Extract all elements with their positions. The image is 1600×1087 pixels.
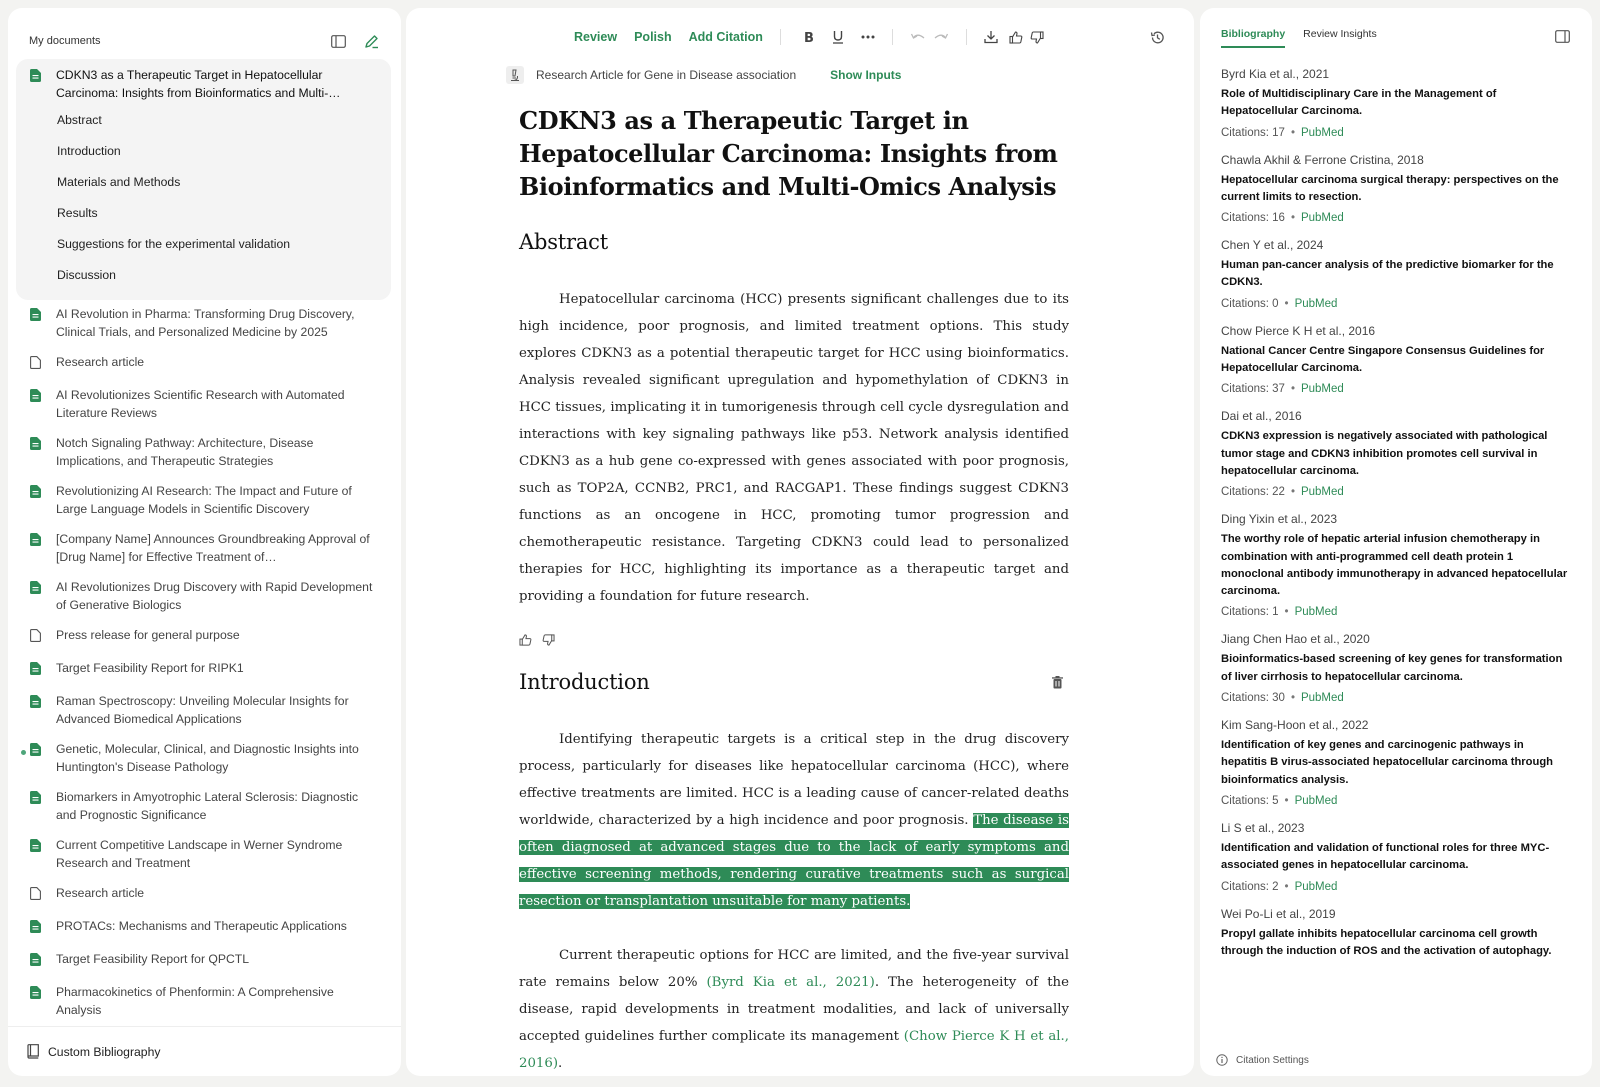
document-list-item[interactable] <box>30 885 375 905</box>
introduction-paragraph-2[interactable] <box>519 942 1069 1077</box>
introduction-paragraph-1[interactable] <box>519 726 1069 915</box>
book-icon <box>26 1044 40 1059</box>
document-list-item[interactable] <box>30 693 375 728</box>
document-filled-icon <box>30 839 44 857</box>
document-list-item[interactable] <box>30 531 375 566</box>
document-title: Raman Spectroscopy: Unveiling Molecular Insights for Advanced Biomedical Applications <box>56 694 349 726</box>
reference-authors: Chawla Akhil & Ferrone Cristina, 2018 <box>1221 152 1424 167</box>
intro-text: . <box>558 1056 563 1071</box>
new-document-icon[interactable] <box>364 34 379 49</box>
separator-dot: • <box>1290 383 1295 396</box>
intro-text: . The heterogeneity of the disease, rapid developments in treatment modalities, and lack of universally accepted guidelines further complicate its management <box>519 975 1069 1044</box>
abstract-feedback <box>519 634 1069 646</box>
document-list-item[interactable] <box>30 306 375 341</box>
generator-label: Research Article for Gene in Disease association <box>536 68 797 82</box>
reference-authors: Kim Sang-Hoon et al., 2022 <box>1221 718 1369 733</box>
highlighted-selection[interactable]: The disease is often diagnosed at advanced stages due to the lack of early symptoms and effective screening methods, rendering curative treatments such as surgical resection or transplantation unsuitable for many patients. <box>519 813 1069 909</box>
sidebar-toggle-icon[interactable] <box>331 35 346 48</box>
document-title: Target Feasibility Report for RIPK1 <box>56 661 244 675</box>
reference-meta <box>1221 296 1571 312</box>
pubmed-link[interactable]: PubMed <box>1300 126 1344 139</box>
document-title: Genetic, Molecular, Clinical, and Diagnostic Insights into Huntington's Disease Pathology <box>56 742 359 774</box>
generator-row <box>506 66 901 84</box>
reference-authors: Wei Po-Li et al., 2019 <box>1221 906 1336 921</box>
underline-icon[interactable] <box>832 30 844 44</box>
document-list-item[interactable] <box>30 741 375 776</box>
document-title: PROTACs: Mechanisms and Therapeutic Applications <box>56 919 347 933</box>
citation-count: 17 <box>1272 126 1285 139</box>
more-options-icon[interactable] <box>861 35 875 39</box>
toolbar-divider <box>892 29 893 45</box>
document-filled-icon <box>30 791 44 809</box>
reference-title[interactable]: Propyl gallate inhibits hepatocellular carcinoma cell growth through the induction of ROS and the activation of autophagy. <box>1221 927 1552 957</box>
intro-text: Identifying therapeutic targets is a critical step in the drug discovery process, particularly for diseases like hepatocellular carcinoma (HCC), where effective treatments are limited. HCC is a leading cause of cancer-related deaths worldwide, characterized by a high incidence and poor prognosis. <box>519 732 1069 828</box>
reference-title[interactable]: Identification and validation of functional roles for three MYC-associated genes in hepatocellular carcinoma. <box>1221 841 1550 872</box>
bibliography-tabs <box>1221 28 1377 48</box>
document-filled-icon <box>30 437 44 455</box>
citation-count: 37 <box>1272 383 1285 396</box>
document-filled-icon <box>30 389 44 407</box>
citation-count-label: Citations: <box>1221 692 1273 705</box>
reference-meta <box>1221 604 1571 620</box>
active-document-title: CDKN3 as a Therapeutic Target in Hepatocellular Carcinoma: Insights from Bioinformatics and Multi-… <box>56 68 341 100</box>
document-outline-icon <box>30 629 44 647</box>
citation-count-label: Citations: <box>1221 880 1273 893</box>
pubmed-link[interactable]: PubMed <box>1300 486 1344 499</box>
introduction-heading: Introduction <box>519 670 650 694</box>
citation-count-label: Citations: <box>1221 212 1273 225</box>
document-list-item[interactable] <box>30 483 375 518</box>
document-title[interactable]: CDKN3 as a Therapeutic Target in Hepatocellular Carcinoma: Insights from Bioinformatics and Multi-Omics Analysis <box>519 106 1058 201</box>
separator-dot: • <box>1284 606 1289 619</box>
pubmed-link[interactable]: PubMed <box>1294 794 1338 807</box>
citation-count: 2 <box>1272 880 1279 893</box>
info-icon <box>1216 1054 1228 1066</box>
document-outline <box>57 112 290 298</box>
editor-toolbar <box>406 25 1194 49</box>
polish-button[interactable]: Polish <box>634 30 672 44</box>
inline-citation[interactable]: (Byrd Kia et al., 2021) <box>706 975 875 990</box>
document-list-item[interactable] <box>30 627 375 647</box>
separator-dot: • <box>1284 880 1289 893</box>
active-document-title-row[interactable] <box>30 67 370 102</box>
citation-settings-button[interactable] <box>1216 1054 1309 1066</box>
add-citation-button[interactable]: Add Citation <box>688 30 763 44</box>
reference-authors: Li S et al., 2023 <box>1221 820 1305 835</box>
citation-count-label: Citations: <box>1221 383 1273 396</box>
citation-count-label: Citations: <box>1221 297 1273 310</box>
reference-authors: Dai et al., 2016 <box>1221 409 1302 424</box>
redo-icon[interactable] <box>933 31 949 43</box>
citation-count: 16 <box>1272 212 1285 225</box>
thumbs-down-icon[interactable] <box>542 634 555 646</box>
document-filled-icon <box>30 533 44 551</box>
inline-citation[interactable]: (Chow Pierce K H et al., 2016) <box>519 1029 1069 1071</box>
reference-authors: Chow Pierce K H et al., 2016 <box>1221 323 1376 338</box>
citation-count-label: Citations: <box>1221 486 1273 499</box>
abstract-heading: Abstract <box>519 230 608 254</box>
document-title: [Company Name] Announces Groundbreaking Approval of [Drug Name] for Effective Treatment of… <box>56 532 370 564</box>
reference-list <box>1221 66 1571 971</box>
documents-sidebar <box>8 8 401 1076</box>
document-filled-icon <box>30 69 44 87</box>
reference-meta <box>1221 690 1571 706</box>
reference-item[interactable] <box>1221 152 1571 227</box>
separator-dot: • <box>1290 126 1295 139</box>
separator-dot: • <box>1284 297 1289 310</box>
document-filled-icon <box>30 485 44 503</box>
reference-item[interactable] <box>1221 237 1571 312</box>
document-title: AI Revolutionizes Scientific Research with Automated Literature Reviews <box>56 388 345 420</box>
separator-dot: • <box>1290 486 1295 499</box>
outline-section[interactable]: Materials and Methods <box>57 175 181 189</box>
reference-item[interactable] <box>1221 66 1571 141</box>
svg-text:B: B <box>803 31 814 46</box>
document-title: Current Competitive Landscape in Werner Syndrome Research and Treatment <box>56 838 343 870</box>
document-title: Notch Signaling Pathway: Architecture, Disease Implications, and Therapeutic Strategies <box>56 436 314 468</box>
status-dot <box>21 750 26 755</box>
document-list-item[interactable] <box>30 951 375 971</box>
document-title: Revolutionizing AI Research: The Impact and Future of Large Language Models in Scientific Discovery <box>56 484 352 516</box>
custom-bibliography-label: Custom Bibliography <box>48 1044 161 1059</box>
reference-authors: Chen Y et al., 2024 <box>1221 238 1324 253</box>
document-filled-icon <box>30 920 44 938</box>
reference-authors: Jiang Chen Hao et al., 2020 <box>1221 632 1370 647</box>
citation-count-label: Citations: <box>1221 794 1273 807</box>
reference-title[interactable]: Human pan-cancer analysis of the predictive biomarker for the CDKN3. <box>1221 259 1554 289</box>
thumbs-up-icon[interactable] <box>519 634 532 646</box>
toolbar-divider <box>966 29 967 45</box>
document-filled-icon <box>30 986 44 1004</box>
thumbs-up-icon[interactable] <box>1009 31 1023 44</box>
document-filled-icon <box>30 662 44 680</box>
document-content <box>519 104 1069 1071</box>
reference-item[interactable] <box>1221 906 1571 961</box>
reference-authors: Byrd Kia et al., 2021 <box>1221 67 1330 81</box>
citation-settings-label: Citation Settings <box>1236 1054 1309 1066</box>
reference-item[interactable] <box>1221 323 1571 398</box>
document-list-item[interactable] <box>30 789 375 824</box>
reference-meta <box>1221 484 1571 500</box>
document-filled-icon <box>30 953 44 971</box>
reference-meta <box>1221 125 1571 141</box>
reference-title[interactable]: Identification of key genes and carcinogenic pathways in hepatitis B virus-associated hepatocellular carcinoma through bioinformatics analysis. <box>1221 739 1553 786</box>
reference-title[interactable]: Role of Multidisciplinary Care in the Management of Hepatocellular Carcinoma. <box>1221 88 1497 118</box>
editor-panel <box>406 8 1194 1076</box>
bibliography-panel <box>1200 8 1592 1076</box>
document-list <box>30 306 375 1032</box>
outline-section[interactable]: Discussion <box>57 268 116 282</box>
document-title: Biomarkers in Amyotrophic Lateral Sclerosis: Diagnostic and Prognostic Significance <box>56 790 359 822</box>
introduction-header <box>519 670 1069 694</box>
pubmed-link[interactable]: PubMed <box>1300 383 1344 396</box>
document-list-item[interactable] <box>30 579 375 614</box>
outline-section[interactable]: Suggestions for the experimental validation <box>57 237 291 251</box>
abstract-paragraph[interactable]: Hepatocellular carcinoma (HCC) presents significant challenges due to its high incidence, poor prognosis, and limited treatment options. This study explores CDKN3 as a potential therapeutic target for HCC using bioinformatics. Analysis revealed significant upregulation and hypomethylation of CDKN3 in HCC tissues, implicating it in tumorigenesis through cell cycle dysregulation and interactions with key signaling pathways like p53. Network analysis identified CDKN3 as a hub gene co-expressed with genes associated with poor prognosis, such as TOP2A, CCNB2, PRC1, and RACGAP1. These findings suggest CDKN3 functions as an oncogene in HCC, promoting tumor progression and chemotherapeutic resistance. Targeting CDKN3 could lead to personalized therapies for HCC, highlighting its importance as a therapeutic target and providing a foundation for future research. <box>519 292 1069 604</box>
citation-count-label: Citations: <box>1221 606 1273 619</box>
document-title: Press release for general purpose <box>56 628 240 642</box>
active-document[interactable] <box>16 59 391 300</box>
reference-title[interactable]: Hepatocellular carcinoma surgical therapy: perspectives on the current limits to resection. <box>1221 173 1559 203</box>
reference-title[interactable]: Bioinformatics-based screening of key genes for transformation of liver cirrhosis to hepatocellular carcinoma. <box>1221 653 1563 683</box>
document-list-item[interactable] <box>30 387 375 422</box>
document-filled-icon <box>30 695 44 713</box>
reference-item[interactable] <box>1221 631 1571 706</box>
document-filled-icon <box>30 581 44 599</box>
thumbs-down-icon[interactable] <box>1030 31 1044 44</box>
separator-dot: • <box>1290 692 1295 705</box>
reference-title[interactable]: The worthy role of hepatic arterial infusion chemotherapy in combination with anti-programmed cell death protein 1 monoclonal antibody immunotherapy in advanced hepatocellular carcinoma. <box>1221 533 1568 598</box>
reference-title[interactable]: National Cancer Centre Singapore Consensus Guidelines for Hepatocellular Carcinoma. <box>1221 344 1545 375</box>
document-title: Research article <box>56 355 145 369</box>
reference-item[interactable] <box>1221 820 1571 895</box>
document-filled-icon <box>30 308 44 326</box>
document-list-item[interactable] <box>30 984 375 1019</box>
tab-bibliography[interactable]: Bibliography <box>1221 28 1285 48</box>
outline-section[interactable]: Abstract <box>57 113 102 127</box>
document-title: AI Revolutionizes Drug Discovery with Rapid Development of Generative Biologics <box>56 580 373 612</box>
history-icon[interactable] <box>1150 30 1165 45</box>
reference-authors: Ding Yixin et al., 2023 <box>1221 512 1338 527</box>
sidebar-header <box>29 26 379 56</box>
reference-meta <box>1221 381 1571 397</box>
separator-dot: • <box>1284 794 1289 807</box>
document-list-item[interactable] <box>30 660 375 680</box>
reference-meta <box>1221 210 1571 226</box>
toolbar-divider <box>780 29 781 45</box>
pubmed-link[interactable]: PubMed <box>1294 880 1338 893</box>
custom-bibliography-button[interactable] <box>8 1026 401 1076</box>
document-list-item[interactable] <box>30 354 375 374</box>
document-title: Target Feasibility Report for QPCTL <box>56 952 250 966</box>
undo-icon[interactable] <box>910 31 926 43</box>
bold-icon[interactable] <box>803 31 815 46</box>
reference-item[interactable] <box>1221 717 1571 809</box>
reference-meta <box>1221 793 1571 809</box>
pubmed-link[interactable]: PubMed <box>1300 692 1344 705</box>
citation-count: 1 <box>1272 606 1279 619</box>
reference-meta <box>1221 879 1571 895</box>
document-outline-icon <box>30 887 44 905</box>
reference-title[interactable]: CDKN3 expression is negatively associated with pathological tumor stage and CDKN3 inhibition promotes cell survival in hepatocellular carcinoma. <box>1221 430 1548 477</box>
panel-toggle-icon[interactable] <box>1555 30 1570 43</box>
outline-section[interactable]: Introduction <box>57 144 121 158</box>
citation-count: 22 <box>1272 486 1285 499</box>
document-list-item[interactable] <box>30 435 375 470</box>
review-button[interactable]: Review <box>574 30 618 44</box>
document-title: Pharmacokinetics of Phenformin: A Comprehensive Analysis <box>56 985 334 1017</box>
delete-icon[interactable] <box>1052 676 1063 689</box>
outline-section[interactable]: Results <box>57 206 98 220</box>
show-inputs-button[interactable]: Show Inputs <box>830 68 902 82</box>
intro-text: Current therapeutic options for HCC are limited, and the five-year survival rate remains below 20% <box>519 948 1069 990</box>
download-icon[interactable] <box>984 30 998 44</box>
citation-count: 0 <box>1272 297 1279 310</box>
document-list-item[interactable] <box>30 918 375 938</box>
separator-dot: • <box>1290 212 1295 225</box>
document-title: Research article <box>56 886 145 900</box>
sidebar-title: My documents <box>29 35 101 47</box>
citation-count-label: Citations: <box>1221 126 1273 139</box>
reference-item[interactable] <box>1221 408 1571 500</box>
microscope-icon <box>506 66 524 84</box>
reference-item[interactable] <box>1221 511 1571 620</box>
citation-count: 30 <box>1272 692 1285 705</box>
document-list-item[interactable] <box>30 837 375 872</box>
tab-review-insights[interactable]: Review Insights <box>1303 28 1377 40</box>
pubmed-link[interactable]: PubMed <box>1300 212 1344 225</box>
pubmed-link[interactable]: PubMed <box>1294 606 1338 619</box>
pubmed-link[interactable]: PubMed <box>1294 297 1338 310</box>
document-filled-icon <box>30 743 44 761</box>
citation-count: 5 <box>1272 794 1279 807</box>
document-title: AI Revolution in Pharma: Transforming Drug Discovery, Clinical Trials, and Personalized Medicine by 2025 <box>56 307 355 339</box>
document-outline-icon <box>30 356 44 374</box>
